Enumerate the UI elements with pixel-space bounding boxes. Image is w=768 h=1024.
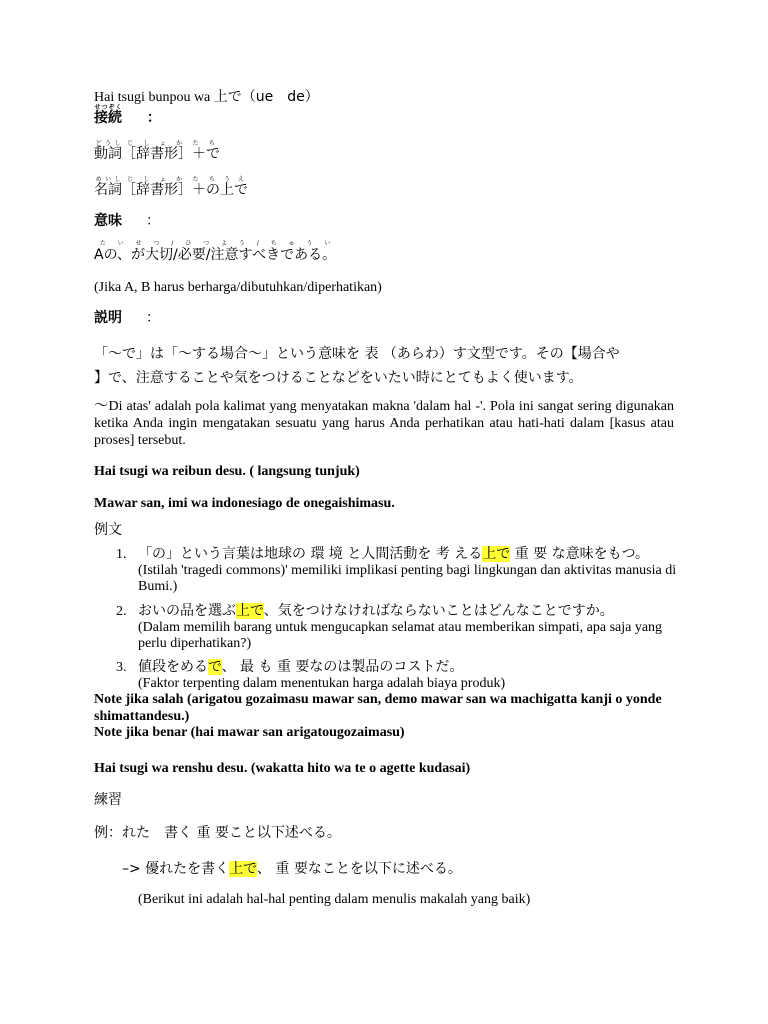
note-wrong: Note jika salah (arigatou gozaimasu mawar san, demo mawar san wa machigatta kanji o yonde shimattandesu.) [94, 692, 662, 724]
reibun-heading: 例文 [94, 522, 122, 538]
lesson-title: Hai tsugi bunpou wa 上で（ue de） [94, 89, 319, 105]
example-item: おいの品を選ぶ上で、気をつけなければならないことはどんなことですか。 (Dalam memilih barang untuk mengucapkan selamat atau memberikan simpati, apa saja yang perlu diperhatikan?) [138, 602, 678, 652]
example-item: 値段をめるで、 最 も 重 要なのは製品のコストだ。 (Faktor terpenting dalam menentukan harga adalah biaya produk) [138, 658, 678, 692]
explanation-japanese-line-1: 「～で」は「～する場合～」という意味を 表 （あらわ）す文型です。その【場合や [94, 346, 620, 362]
example-number: 3. [116, 660, 127, 675]
explanation-indonesian: ～Di atas' adalah pola kalimat yang menyatakan makna 'dalam hal -'. Pola ini sangat sering digunakan ketika Anda ingin mengatakan sesuatu yang harus Anda perhatikan atau hati-hati dalam [kasus atau proses] tersebut. [94, 399, 674, 448]
practice-question: 例：れた 書く 重 要こと以下述べる。 [94, 825, 341, 841]
renshu-prompt: Hai tsugi wa renshu desu. (wakatta hito wa te o agette kudasai) [94, 761, 471, 776]
highlight-ue-de: 上で [482, 546, 511, 562]
note-right: Note jika benar (hai mawar san arigatougozaimasu) [94, 725, 405, 740]
example-translation: (Dalam memilih barang untuk mengucapkan selamat atau memberikan simpati, apa saja yang perlu diperhatikan?) [138, 620, 663, 651]
example-translation: (Faktor terpenting dalam menentukan harga adalah biaya produk) [138, 676, 506, 691]
example-number: 2. [116, 604, 127, 619]
explanation-japanese-line-2: 】で、注意することや気をつけることなどをいたい時にとてもよく使います。 [94, 370, 583, 386]
imi-heading: 意味 ： [94, 213, 160, 229]
reibun-prompt: Hai tsugi wa reibun desu. ( langsung tunjuk) [94, 464, 360, 479]
highlight-de: で [207, 659, 222, 675]
renshu-heading: 練習 [94, 792, 122, 808]
meaning-japanese: Aの、が大切/必要/注意すべきである。たいせつ/ひつよう/ちゅうい [94, 240, 337, 263]
example-translation: (Istilah 'tragedi commons)' memiliki implikasi penting bagi lingkungan dan aktivitas manusia di Bumi.) [138, 563, 677, 594]
setsumei-heading: 説明 ： [94, 310, 160, 326]
arrow-icon: –> [122, 861, 141, 877]
example-number: 1. [116, 547, 127, 562]
meaning-indonesian: (Jika A, B harus berharga/dibutuhkan/diperhatikan) [94, 280, 382, 295]
highlight-ue-de: 上で [236, 603, 264, 619]
connection-noun: 名詞めいし［辞書形］＋のじしょかたち上でうえ [94, 176, 248, 198]
connection-verb: 動詞どうし［辞書形］＋でじしょかたち [94, 140, 220, 162]
setsuzoku-heading: 接続せつぞく ： [94, 104, 161, 126]
practice-translation: (Berikut ini adalah hal-hal penting dalam menulis makalah yang baik) [138, 892, 531, 907]
practice-answer: –> 優れたを書く上で、 重 要なことを以下に述べる。 [122, 861, 462, 877]
mawar-prompt: Mawar san, imi wa indonesiago de onegaishimasu. [94, 496, 395, 511]
example-item: 「の」という言葉は地球の 環 境 と人間活動を 考 える上で 重 要 な意味をもつ。 (Istilah 'tragedi commons)' memiliki implikasi penting bagi lingkungan dan aktivitas manusia di Bumi.) [138, 546, 677, 594]
highlight-ue-de: 上で [229, 861, 257, 877]
